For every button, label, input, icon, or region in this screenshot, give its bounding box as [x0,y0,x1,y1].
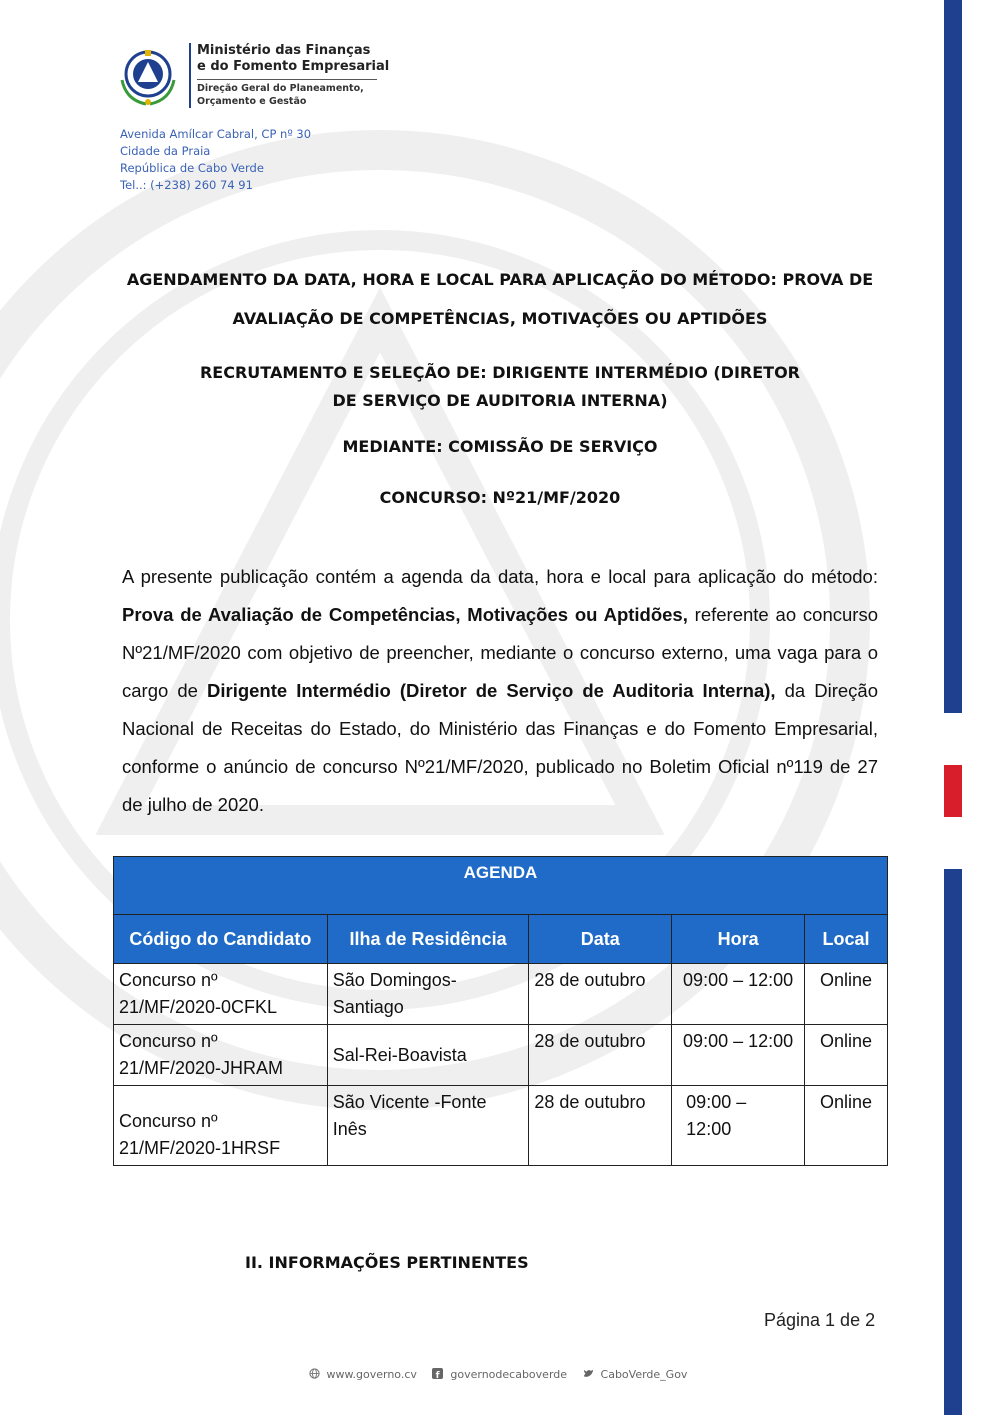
recruitment-title [0,359,1000,415]
cell-hora: 09:00 – 12:00 [672,964,805,1025]
recruitment-line-2: DE SERVIÇO DE AUDITORIA INTERNA) [332,391,668,410]
ministry-line-2: e do Fomento Empresarial [197,59,390,74]
address-line-4: Tel..: (+238) 260 74 91 [120,178,253,192]
twitter-icon [583,1368,594,1379]
cell-codigo: Concurso nº 21/MF/2020-0CFKL [114,964,328,1025]
title-line-1: AGENDAMENTO DA DATA, HORA E LOCAL PARA APLICAÇÃO DO MÉTODO: PROVA DE [126,270,874,289]
cell-local: Online [805,1086,888,1166]
ministry-line-1: Ministério das Finanças [197,43,371,58]
header-ilha: Ilha de Residência [327,915,529,964]
cell-local: Online [805,964,888,1025]
cell-data: 28 de outubro [529,1025,672,1086]
address-line-1: Avenida Amílcar Cabral, CP nº 30 [120,127,312,141]
facebook-text: governodecaboverde [450,1368,568,1381]
cell-local: Online [805,1025,888,1086]
intro-paragraph [122,558,878,824]
header-hora: Hora [672,915,805,964]
website-text: www.governo.cv [326,1368,417,1381]
address-line-2: Cidade da Praia [120,144,211,158]
table-row [114,1025,888,1086]
globe-icon [309,1368,320,1379]
address-line-3: República de Cabo Verde [120,161,264,175]
twitter-text: CaboVerde_Gov [600,1368,688,1381]
title-line-2: AVALIAÇÃO DE COMPETÊNCIAS, MOTIVAÇÕES OU APTIDÕES [232,309,768,328]
agenda-table [113,856,888,1166]
para-method: Prova de Avaliação de Competências, Motivações ou Aptidões, [122,604,688,625]
para-position: Dirigente Intermédio (Diretor de Serviço de Auditoria Interna), [207,680,776,701]
brand-bar-bottom [944,869,962,1415]
footer-twitter[interactable] [583,1368,692,1381]
directorate-name [197,79,377,108]
para-part-3: referente ao concurso Nº21/MF/2020 com objetivo de preencher, mediante o concurso externo, uma vaga para o cargo de [122,604,878,701]
footer-facebook[interactable] [432,1368,574,1381]
svg-text:f: f [436,1370,441,1379]
cell-codigo: Concurso nº 21/MF/2020-1HRSF [114,1086,328,1166]
cell-ilha: São Vicente -Fonte Inês [327,1086,529,1166]
facebook-icon [432,1368,443,1379]
cell-ilha: Sal-Rei-Boavista [327,1025,529,1086]
footer-website[interactable] [309,1368,425,1381]
header-data: Data [529,915,672,964]
table-row [114,964,888,1025]
cell-hora: 09:00 – 12:00 [672,1025,805,1086]
address-block [120,126,311,194]
table-row [114,1086,888,1166]
para-part-5: da Direção Nacional de Receitas do Estado, do Ministério das Finanças e do Fomento Empresarial, conforme o anúncio de concurso Nº21/MF/2020, publicado no Boletim Oficial nº119 de 27 de julho de 2020. [122,680,879,815]
header-codigo: Código do Candidato [114,915,328,964]
brand-bar-red [944,765,962,817]
section-heading: II. INFORMAÇÕES PERTINENTES [245,1253,529,1272]
page-number: Página 1 de 2 [764,1310,876,1330]
cell-data: 28 de outubro [529,1086,672,1166]
directorate-line-2: Orçamento e Gestão [197,96,307,107]
cell-hora: 09:00 – 12:00 [672,1086,805,1166]
ministry-name [189,43,397,108]
cabo-verde-emblem-icon [112,40,184,112]
header-local: Local [805,915,888,964]
cell-data: 28 de outubro [529,964,672,1025]
para-part-1: A presente publicação contém a agenda da data, hora e local para aplicação do método: [122,566,878,587]
mode-title: MEDIANTE: COMISSÃO DE SERVIÇO [342,437,658,456]
cell-ilha: São Domingos-Santiago [327,964,529,1025]
brand-bar-top [944,0,962,713]
agenda-title: AGENDA [114,857,888,915]
footer [0,1368,1000,1381]
recruitment-line-1: RECRUTAMENTO E SELEÇÃO DE: DIRIGENTE INTERMÉDIO (DIRETOR [199,363,800,382]
contest-title: CONCURSO: Nº21/MF/2020 [379,488,621,507]
directorate-line-1: Direção Geral do Planeamento, [197,83,364,94]
cell-codigo: Concurso nº 21/MF/2020-JHRAM [114,1025,328,1086]
